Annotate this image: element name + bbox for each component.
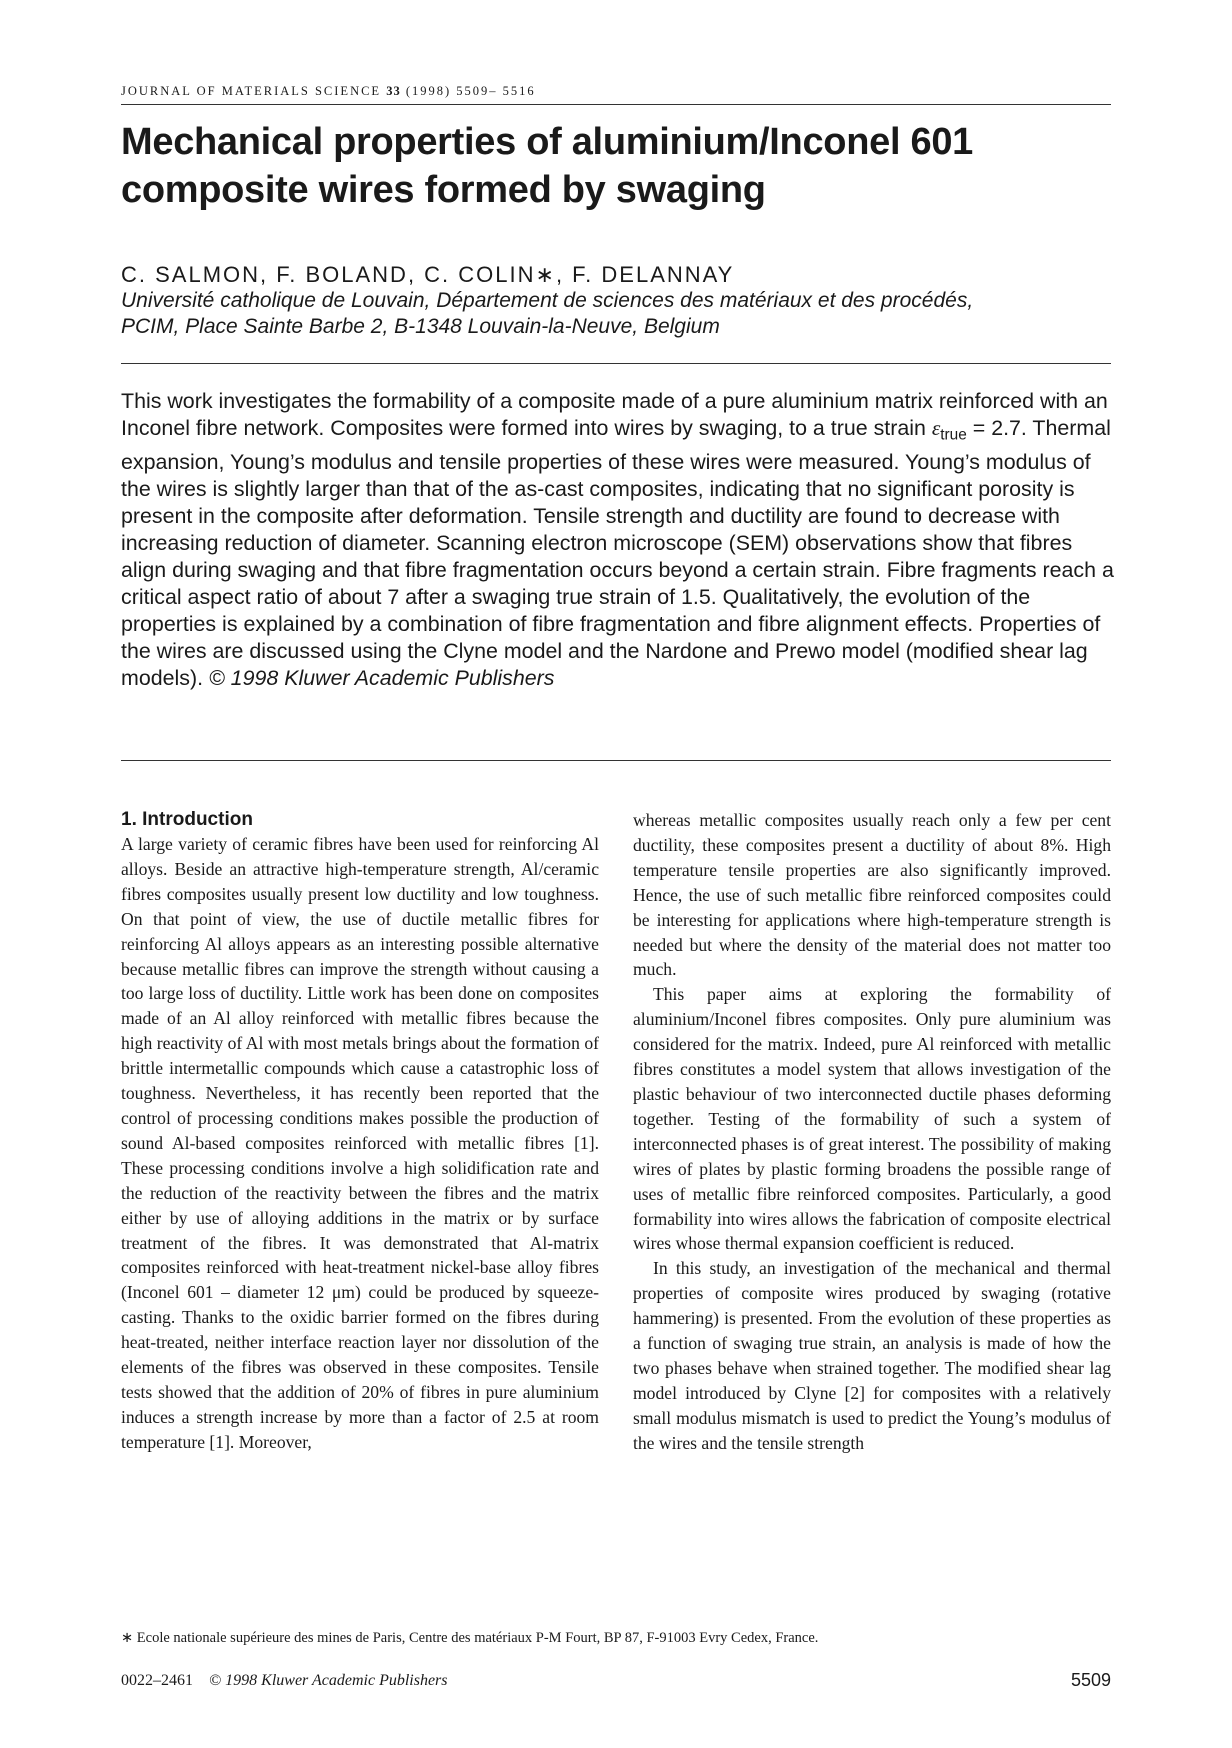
abstract (121, 388, 1116, 692)
divider-bottom (121, 760, 1111, 761)
abstract-copyright: © 1998 Kluwer Academic Publishers (208, 665, 555, 690)
affiliation-line-1: Université catholique de Louvain, Département de sciences des matériaux et des procédés, (121, 289, 974, 312)
journal-volume: 33 (386, 84, 401, 98)
left-column (121, 808, 599, 1455)
affiliation-line-2: PCIM, Place Sainte Barbe 2, B-1348 Louvain-la-Neuve, Belgium (121, 315, 720, 338)
journal-year-pages: (1998) 5509– 5516 (405, 84, 536, 98)
intro-paragraph-1: A large variety of ceramic fibres have been used for reinforcing Al alloys. Beside an attractive high-temperature strength, Al/ceramic fibres composites usually present low ductility and low toughness. On that point of view, the use of ductile metallic fibres for reinforcing Al alloys appears as an interesting possible alternative because metallic fibres can improve the strength without causing a too large loss of ductility. Little work has been done on composites made of an Al alloy reinforced with metallic fibres because the high reactivity of Al with most metals brings about the formation of brittle intermetallic compounds which cause a catastrophic loss of toughness. Nevertheless, it has recently been reported that the control of processing conditions makes possible the production of sound Al-based composites reinforced with metallic fibres [1]. These processing conditions involve a high solidification rate and the reduction of the reactivity between the fibres and the matrix either by use of alloying additions in the matrix or by surface treatment of the fibres. It was demonstrated that Al-matrix composites reinforced with heat-treatment nickel-base alloy fibres (Inconel 601 – diameter 12 μm) could be produced by squeeze-casting. Thanks to the oxidic barrier formed on the fibres during heat-treated, neither interface reaction layer nor dissolution of the elements of the fibres was observed in these composites. Tensile tests showed that the addition of 20% of fibres in pure aluminium induces a strength increase by more than a factor of 2.5 at room temperature [1]. Moreover, (121, 834, 599, 1452)
journal-name: JOURNAL OF MATERIALS SCIENCE (121, 84, 382, 98)
abstract-text (121, 388, 1116, 692)
issn: 0022–2461 (121, 1672, 193, 1689)
paper-title (121, 118, 1121, 214)
abstract-part-2: Thermal expansion, Young’s modulus and tensile properties of these wires were measured. Young’s modulus of the wires is slightly larger than that of the as-cast composites, indicating that no significant porosity is present in the composite after deformation. Tensile strength and ductility are found to decrease with increasing reduction of diameter. Scanning electron microscope (SEM) observations show that fibres align during swaging and that fibre fragmentation occurs beyond a certain strain. Fibre fragments reach a critical aspect ratio of about 7 after a swaging true strain of 1.5. Qualitatively, the evolution of the properties is explained by a combination of fibre fragmentation and fibre alignment effects. Properties of the wires are discussed using the Clyne model and the Nardone and Prewo model (modified shear lag models). (121, 416, 1114, 690)
affiliation (121, 288, 1121, 340)
footer-info (121, 1672, 448, 1690)
strain-subscript: true (940, 426, 967, 444)
footnote: ∗ Ecole nationale supérieure des mines de Paris, Centre des matériaux P-M Fourt, BP 87, F-91003 Evry Cedex, France. (121, 1630, 819, 1646)
author-list: C. SALMON, F. BOLAND, C. COLIN∗, F. DELANNAY (121, 262, 735, 287)
intro-paragraph-continued: whereas metallic composites usually reach only a few per cent ductility, these composites present a ductility of about 8%. High temperature tensile properties are also significantly improved. Hence, the use of such metallic fibre reinforced composites could be interesting for applications where high-temperature strength is needed but where the density of the material does not matter too much. (633, 810, 1111, 980)
right-column (633, 808, 1111, 1456)
running-head (121, 84, 1111, 105)
title-line-2: composite wires formed by swaging (121, 169, 766, 211)
abstract-part-1: This work investigates the formability of a composite made of a pure aluminium matrix reinforced with an Inconel fibre network. Composites were formed into wires by swaging, to a true strain (121, 389, 1108, 440)
publisher-notice: © 1998 Kluwer Academic Publishers (209, 1672, 448, 1689)
intro-paragraph-2: This paper aims at exploring the formability of aluminium/Inconel fibres composites. Only pure aluminium was considered for the matrix. Indeed, pure Al reinforced with metallic fibres constitutes a model system that allows investigation of the plastic behaviour of two interconnected ductile phases deforming together. Testing of the formability of such a system of interconnected phases is of great interest. The possibility of making wires of plates by plastic forming broadens the possible range of uses of metallic fibre reinforced composites. Particularly, a good formability into wires allows the fabrication of composite electrical wires whose thermal expansion coefficient is reduced. (633, 984, 1111, 1254)
page-number: 5509 (1070, 1670, 1111, 1690)
strain-symbol: ε (931, 416, 941, 440)
divider-top (121, 363, 1111, 364)
section-heading: 1. Introduction (121, 809, 253, 830)
strain-value: = 2.7. (966, 416, 1027, 440)
intro-paragraph-3: In this study, an investigation of the mechanical and thermal properties of composite wires produced by swaging (rotative hammering) is presented. From the evolution of these properties as a function of swaging true strain, an analysis is made of how the two phases behave when strained together. The modified shear lag model introduced by Clyne [2] for composites with a relatively small modulus mismatch is used to predict the Young’s modulus of the wires and the tensile strength (633, 1258, 1111, 1453)
title-line-1: Mechanical properties of aluminium/Inconel 601 (121, 121, 973, 163)
